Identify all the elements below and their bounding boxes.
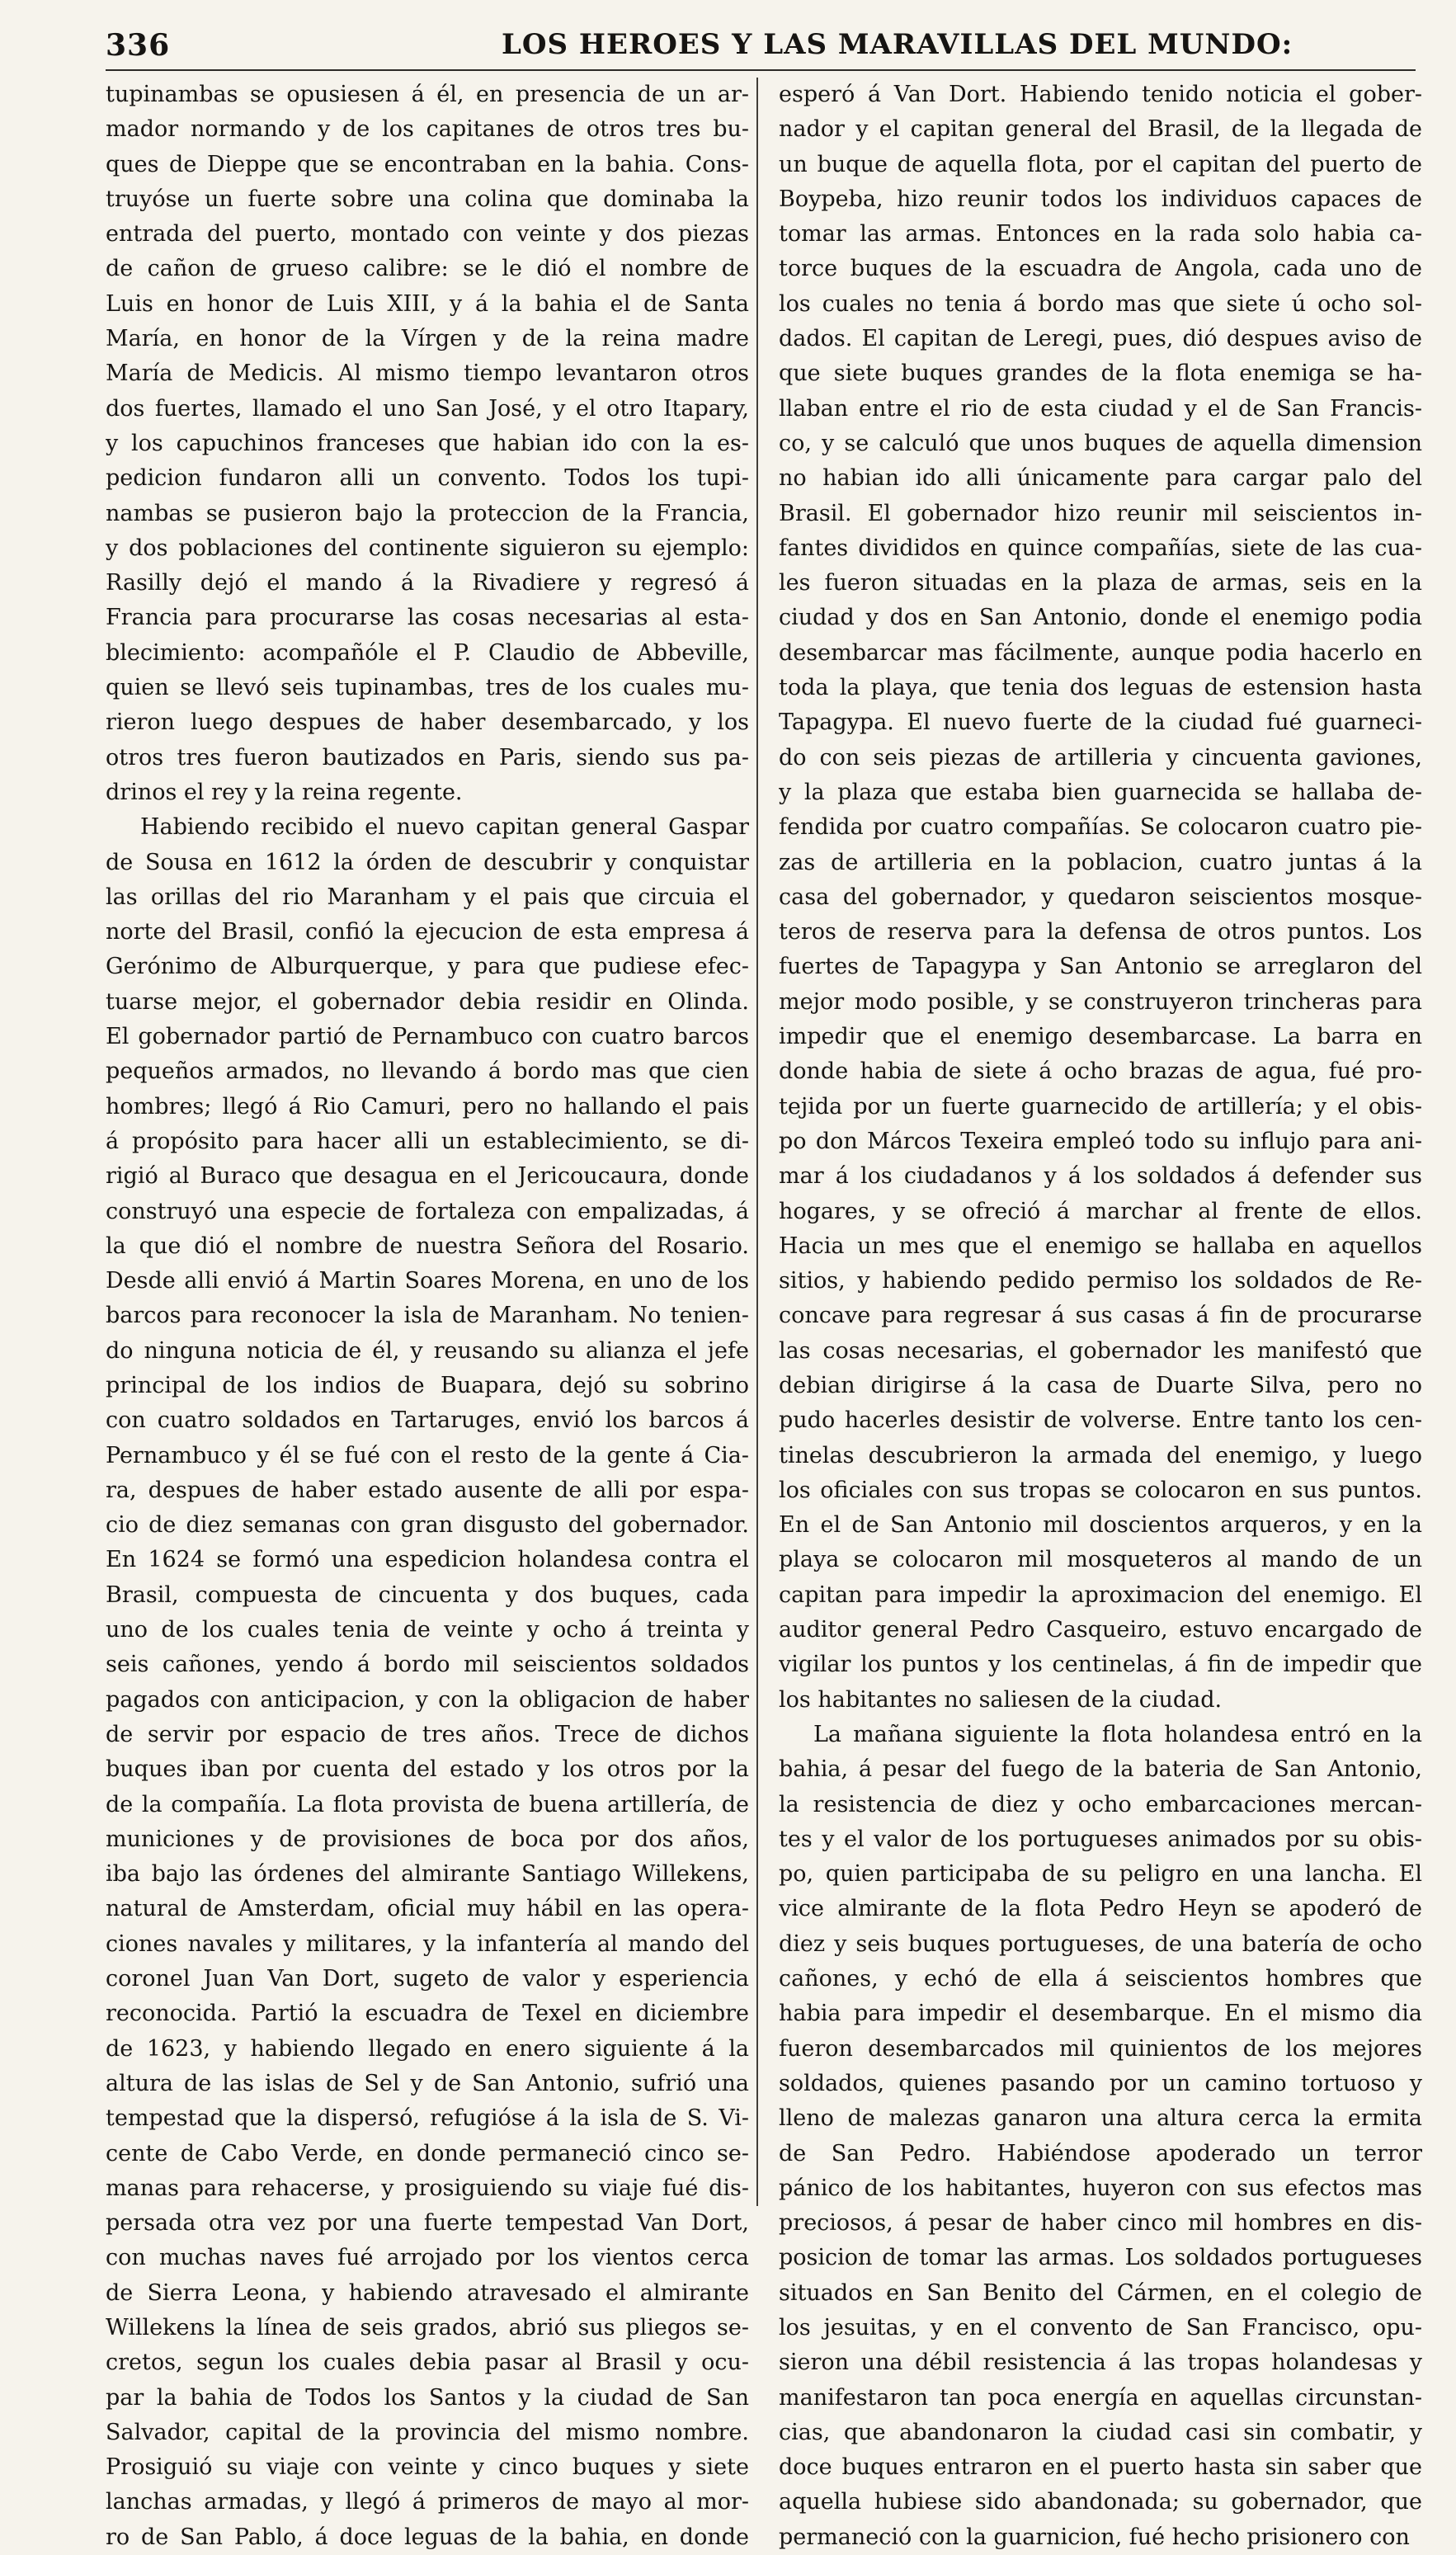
text-line: quien se llevó seis tupinambas, tres de los cuales mu-	[106, 675, 749, 701]
text-line: Tapagypa. El nuevo fuerte de la ciudad fué guarneci-	[779, 709, 1422, 736]
text-line: ro de San Pablo, á doce leguas de la bahia, en donde	[106, 2524, 749, 2550]
text-line: donde habia de siete á ocho brazas de agua, fué pro-	[779, 1058, 1422, 1085]
text-line: rieron luego despues de haber desembarcado, y los	[106, 709, 749, 736]
text-column-left	[106, 78, 749, 2555]
text-line: sieron una débil resistencia á las tropas holandesas y	[779, 2350, 1422, 2376]
text-line: la resistencia de diez y ocho embarcaciones mercan-	[779, 1791, 1422, 1817]
text-line: Prosiguió su viaje con veinte y cinco buques y siete	[106, 2454, 749, 2481]
text-line: seis cañones, yendo á bordo mil seiscientos soldados	[106, 1652, 749, 1678]
text-line: hombres; llegó á Rio Camuri, pero no hallando el pais	[106, 1093, 749, 1120]
text-line: fendida por cuatro compañías. Se colocaron cuatro pie-	[779, 814, 1422, 841]
text-line: altura de las islas de Sel y de San Antonio, sufrió una	[106, 2070, 749, 2096]
text-line: auditor general Pedro Casqueiro, estuvo encargado de	[779, 1617, 1422, 1643]
text-line: vice almirante de la flota Pedro Heyn se apoderó de	[779, 1896, 1422, 1922]
text-line: iba bajo las órdenes del almirante Santiago Willekens,	[106, 1861, 749, 1888]
text-line: no habian ido alli únicamente para cargar palo del	[779, 465, 1422, 492]
text-line: Habiendo recibido el nuevo capitan general Gaspar	[140, 814, 749, 841]
text-line: habia para impedir el desembarque. En el mismo dia	[779, 2001, 1422, 2027]
text-line: natural de Amsterdam, oficial muy hábil en las opera-	[106, 1896, 749, 1922]
text-line: que siete buques grandes de la flota enemiga se ha-	[779, 361, 1422, 387]
text-line: permaneció con la guarnicion, fué hecho prisionero con	[779, 2524, 1410, 2550]
text-line: bahia, á pesar del fuego de la bateria de San Antonio,	[779, 1756, 1422, 1783]
text-line: otros tres fueron bautizados en Paris, siendo sus pa-	[106, 744, 749, 771]
text-line: barcos para reconocer la isla de Maranham. No tenien-	[106, 1303, 749, 1329]
text-line: fueron desembarcados mil quinientos de los mejores	[779, 2035, 1422, 2062]
page-header	[106, 23, 1416, 69]
text-line: torce buques de la escuadra de Angola, cada uno de	[779, 256, 1422, 282]
text-line: principal de los indios de Buapara, dejó su sobrino	[106, 1372, 749, 1398]
text-line: con muchas naves fué arrojado por los vientos cerca	[106, 2245, 749, 2271]
text-line: Hacia un mes que el enemigo se hallaba en aquellos	[779, 1233, 1422, 1259]
text-line: de servir por espacio de tres años. Trece de dichos	[106, 1721, 749, 1747]
text-line: En el de San Antonio mil doscientos arqueros, y en la	[779, 1512, 1422, 1539]
text-line: la que dió el nombre de nuestra Señora del Rosario.	[106, 1233, 749, 1259]
text-line: llaban entre el rio de esta ciudad y el de San Francis-	[779, 395, 1422, 422]
header-rule	[106, 69, 1416, 71]
text-line: soldados, quienes pasando por un camino tortuoso y	[779, 2070, 1422, 2096]
text-line: Rasilly dejó el mando á la Rivadiere y regresó á	[106, 570, 749, 596]
text-line: lanchas armadas, y llegó á primeros de mayo al mor-	[106, 2489, 749, 2515]
text-line: tempestad que la dispersó, refugióse á la isla de S. Vi-	[106, 2105, 749, 2132]
text-line: nambas se pusieron bajo la proteccion de la Francia,	[106, 500, 749, 526]
text-line: manifestaron tan poca energía en aquellas circunstan-	[779, 2384, 1422, 2411]
text-line: de la compañía. La flota provista de buena artillería, de	[106, 1791, 749, 1817]
text-line: de San Pedro. Habiéndose apoderado un terror	[779, 2140, 1422, 2166]
page-number: 336	[106, 28, 171, 63]
text-line: á propósito para hacer alli un establecimiento, se di-	[106, 1128, 749, 1154]
text-line: do ninguna noticia de él, y reusando su alianza el jefe	[106, 1337, 749, 1364]
column-divider	[756, 78, 758, 2206]
text-line: par la bahia de Todos los Santos y la ciudad de San	[106, 2384, 749, 2411]
text-line: los oficiales con sus tropas se colocaron en sus puntos.	[779, 1477, 1422, 1503]
text-line: entrada del puerto, montado con veinte y dos piezas	[106, 221, 749, 247]
text-line: do con seis piezas de artilleria y cincuenta gaviones,	[779, 744, 1422, 771]
text-line: pequeños armados, no llevando á bordo mas que cien	[106, 1058, 749, 1085]
text-line: hogares, y se ofreció á marchar al frente de ellos.	[779, 1198, 1422, 1224]
text-line: los cuales no tenia á bordo mas que siete ú ocho sol-	[779, 290, 1422, 317]
text-line: las cosas necesarias, el gobernador les manifestó que	[779, 1337, 1422, 1364]
text-line: co, y se calculó que unos buques de aquella dimension	[779, 430, 1422, 456]
text-line: fuertes de Tapagypa y San Antonio se arreglaron del	[779, 954, 1422, 980]
text-line: mejor modo posible, y se construyeron trincheras para	[779, 988, 1422, 1015]
text-line: los jesuitas, y en el convento de San Francisco, opu-	[779, 2315, 1422, 2341]
text-line: municiones y de provisiones de boca por dos años,	[106, 1826, 749, 1852]
text-line: norte del Brasil, confió la ejecucion de esta empresa á	[106, 919, 749, 945]
text-line: La mañana siguiente la flota holandesa entró en la	[813, 1721, 1422, 1747]
text-line: con cuatro soldados en Tartaruges, envió los barcos á	[106, 1407, 749, 1434]
text-line: un buque de aquella flota, por el capitan del puerto de	[779, 151, 1422, 177]
text-line: uno de los cuales tenia de veinte y ocho á treinta y	[106, 1617, 749, 1643]
text-line: tupinambas se opusiesen á él, en presencia de un ar-	[106, 82, 749, 107]
text-line: pedicion fundaron alli un convento. Todos los tupi-	[106, 465, 749, 492]
text-line: cias, que abandonaron la ciudad casi sin combatir, y	[779, 2419, 1422, 2445]
text-line: Willekens la línea de seis grados, abrió sus pliegos se-	[106, 2315, 749, 2341]
text-line: tes y el valor de los portugueses animados por su obis-	[779, 1826, 1422, 1852]
text-line: de cañon de grueso calibre: se le dió el nombre de	[106, 256, 749, 282]
text-line: Luis en honor de Luis XIII, y á la bahia el de Santa	[106, 290, 749, 317]
text-line: pánico de los habitantes, huyeron con sus efectos mas	[779, 2175, 1422, 2201]
text-line: tuarse mejor, el gobernador debia residir en Olinda.	[106, 988, 749, 1015]
text-line: ciones navales y militares, y la infantería al mando del	[106, 1930, 749, 1957]
text-line: preciosos, á pesar de haber cinco mil hombres en dis-	[779, 2210, 1422, 2237]
text-line: po, quien participaba de su peligro en una lancha. El	[779, 1861, 1422, 1888]
text-line: lleno de malezas ganaron una altura cerca la ermita	[779, 2105, 1422, 2132]
text-line: pagados con anticipacion, y con la obligacion de haber	[106, 1686, 749, 1713]
text-line: María, en honor de la Vírgen y de la reina madre	[106, 326, 749, 352]
text-line: María de Medicis. Al mismo tiempo levantaron otros	[106, 361, 749, 387]
text-line: diez y seis buques portugueses, de una batería de ocho	[779, 1930, 1422, 1957]
text-line: blecimiento: acompañóle el P. Claudio de Abbeville,	[106, 639, 749, 666]
text-line: impedir que el enemigo desembarcase. La barra en	[779, 1024, 1422, 1050]
text-line: Francia para procurarse las cosas necesarias al esta-	[106, 605, 749, 631]
text-line: dos fuertes, llamado el uno San José, y el otro Itapary,	[106, 395, 749, 422]
text-line: de 1623, y habiendo llegado en enero siguiente á la	[106, 2035, 749, 2062]
text-line: truyóse un fuerte sobre una colina que dominaba la	[106, 186, 749, 212]
text-line: zas de artilleria en la poblacion, cuatro juntas á la	[779, 849, 1422, 875]
text-line: mar á los ciudadanos y á los soldados á defender sus	[779, 1163, 1422, 1190]
text-line: y dos poblaciones del continente siguieron su ejemplo:	[106, 535, 749, 561]
text-line: cañones, y echó de ella á seiscientos hombres que	[779, 1966, 1422, 1992]
text-line: teros de reserva para la defensa de otros puntos. Los	[779, 919, 1422, 945]
text-line: las orillas del rio Maranham y el pais que circuia el	[106, 884, 749, 910]
text-line: drinos el rey y la reina regente.	[106, 779, 463, 805]
text-line: tinelas descubrieron la armada del enemigo, y luego	[779, 1442, 1422, 1468]
text-line: esperó á Van Dort. Habiendo tenido noticia el gober-	[779, 82, 1422, 107]
text-line: mador normando y de los capitanes de otros tres bu-	[106, 116, 749, 143]
text-line: sitios, y habiendo pedido permiso los soldados de Re-	[779, 1268, 1422, 1294]
text-line: dados. El capitan de Leregi, pues, dió despues aviso de	[779, 326, 1422, 352]
text-line: En 1624 se formó una espedicion holandesa contra el	[106, 1547, 749, 1573]
text-line: casa del gobernador, y quedaron seiscientos mosque-	[779, 884, 1422, 910]
text-line: doce buques entraron en el puerto hasta sin saber que	[779, 2454, 1422, 2481]
text-line: situados en San Benito del Cármen, en el colegio de	[779, 2279, 1422, 2306]
text-line: Desde alli envió á Martin Soares Morena, en uno de los	[106, 1268, 749, 1294]
text-line: Brasil, compuesta de cincuenta y dos buques, cada	[106, 1582, 749, 1608]
text-line: les fueron situadas en la plaza de armas, seis en la	[779, 570, 1422, 596]
text-line: toda la playa, que tenia dos leguas de estension hasta	[779, 675, 1422, 701]
text-line: y la plaza que estaba bien guarnecida se hallaba de-	[779, 779, 1422, 805]
text-line: aquella hubiese sido abandonada; su gobernador, que	[779, 2489, 1422, 2515]
text-line: posicion de tomar las armas. Los soldados portugueses	[779, 2245, 1422, 2271]
text-line: buques iban por cuenta del estado y los otros por la	[106, 1756, 749, 1783]
text-line: coronel Juan Van Dort, sugeto de valor y esperiencia	[106, 1966, 749, 1992]
text-line: cio de diez semanas con gran disgusto del gobernador.	[106, 1512, 749, 1539]
text-line: ciudad y dos en San Antonio, donde el enemigo podia	[779, 605, 1422, 631]
text-line: debian dirigirse á la casa de Duarte Silva, pero no	[779, 1372, 1422, 1398]
text-line: Gerónimo de Alburquerque, y para que pudiese efec-	[106, 954, 749, 980]
text-line: El gobernador partió de Pernambuco con cuatro barcos	[106, 1024, 749, 1050]
text-line: concave para regresar á sus casas á fin de procurarse	[779, 1303, 1422, 1329]
text-column-right	[779, 78, 1422, 2555]
text-line: playa se colocaron mil mosqueteros al mando de un	[779, 1547, 1422, 1573]
running-title: LOS HEROES Y LAS MARAVILLAS DEL MUNDO:	[502, 28, 1293, 61]
text-line: cretos, segun los cuales debia pasar al Brasil y ocu-	[106, 2350, 749, 2376]
text-line: tomar las armas. Entonces en la rada solo habia ca-	[779, 221, 1422, 247]
text-line: Pernambuco y él se fué con el resto de la gente á Cia-	[106, 1442, 749, 1468]
text-line: ra, despues de haber estado ausente de alli por espa-	[106, 1477, 749, 1503]
text-line: Salvador, capital de la provincia del mismo nombre.	[106, 2419, 749, 2445]
text-line: reconocida. Partió la escuadra de Texel en diciembre	[106, 2001, 749, 2027]
text-line: y los capuchinos franceses que habian ido con la es-	[106, 430, 749, 456]
text-line: ques de Dieppe que se encontraban en la bahia. Cons-	[106, 151, 749, 177]
text-line: manas para rehacerse, y prosiguiendo su viaje fué dis-	[106, 2175, 749, 2201]
text-line: construyó una especie de fortaleza con empalizadas, á	[106, 1198, 749, 1224]
text-line: los habitantes no saliesen de la ciudad.	[779, 1686, 1223, 1713]
text-line: de Sousa en 1612 la órden de descubrir y conquistar	[106, 849, 749, 875]
text-line: Boypeba, hizo reunir todos los individuos capaces de	[779, 186, 1422, 212]
text-line: fantes divididos en quince compañías, siete de las cua-	[779, 535, 1422, 561]
text-line: tejida por un fuerte guarnecido de artillería; y el obis-	[779, 1093, 1422, 1120]
text-line: Brasil. El gobernador hizo reunir mil seiscientos in-	[779, 500, 1422, 526]
text-line: de Sierra Leona, y habiendo atravesado el almirante	[106, 2279, 749, 2306]
text-line: desembarcar mas fácilmente, aunque podia hacerlo en	[779, 639, 1422, 666]
text-line: persada otra vez por una fuerte tempestad Van Dort,	[106, 2210, 749, 2237]
text-line: po don Márcos Texeira empleó todo su influjo para ani-	[779, 1128, 1422, 1154]
text-line: vigilar los puntos y los centinelas, á fin de impedir que	[779, 1652, 1422, 1678]
text-line: rigió al Buraco que desagua en el Jericoucaura, donde	[106, 1163, 749, 1190]
text-line: capitan para impedir la aproximacion del enemigo. El	[779, 1582, 1422, 1608]
text-line: nador y el capitan general del Brasil, de la llegada de	[779, 116, 1422, 143]
text-line: cente de Cabo Verde, en donde permaneció cinco se-	[106, 2140, 749, 2166]
text-line: pudo hacerles desistir de volverse. Entre tanto los cen-	[779, 1407, 1422, 1434]
